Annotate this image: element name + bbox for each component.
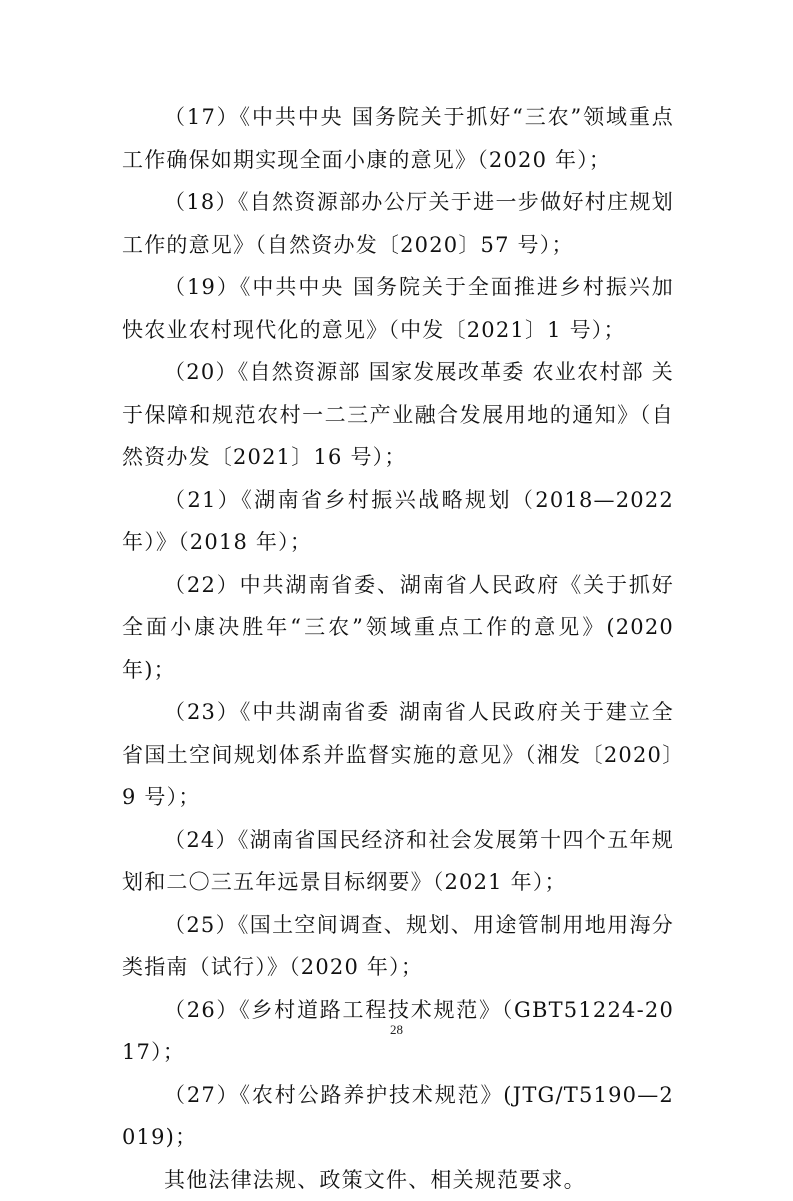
reference-item-19: （19）《中共中央 国务院关于全面推进乡村振兴加快农业农村现代化的意见》（中发〔2021〕1 号）；: [122, 266, 674, 351]
page-number: 28: [0, 1022, 793, 1038]
reference-item-22: （22）中共湖南省委、湖南省人民政府《关于抓好全面小康决胜年“三农”领域重点工作的意见》(2020 年)；: [122, 564, 674, 692]
reference-item-17: （17）《中共中央 国务院关于抓好“三农”领域重点工作确保如期实现全面小康的意见》（2020 年）；: [122, 96, 674, 181]
reference-item-20: （20）《自然资源部 国家发展改革委 农业农村部 关于保障和规范农村一二三产业融合发展用地的通知》（自然资办发〔2021〕16 号）；: [122, 351, 674, 479]
reference-item-26: （26）《乡村道路工程技术规范》（GBT51224-2017）；: [122, 989, 674, 1074]
reference-item-25: （25）《国土空间调查、规划、用途管制用地用海分类指南（试行）》（2020 年）；: [122, 904, 674, 989]
reference-item-27: （27）《农村公路养护技术规范》(JTG/T5190—2019)；: [122, 1074, 674, 1159]
reference-item-21: （21）《湖南省乡村振兴战略规划（2018—2022 年）》（2018 年）；: [122, 479, 674, 564]
reference-item-24: （24）《湖南省国民经济和社会发展第十四个五年规划和二〇三五年远景目标纲要》（2021 年）；: [122, 819, 674, 904]
closing-paragraph: 其他法律法规、政策文件、相关规范要求。: [122, 1159, 674, 1201]
reference-item-18: （18）《自然资源部办公厅关于进一步做好村庄规划工作的意见》（自然资办发〔2020〕57 号）；: [122, 181, 674, 266]
reference-item-23: （23）《中共湖南省委 湖南省人民政府关于建立全省国土空间规划体系并监督实施的意见》（湘发〔2020〕9 号）；: [122, 691, 674, 819]
